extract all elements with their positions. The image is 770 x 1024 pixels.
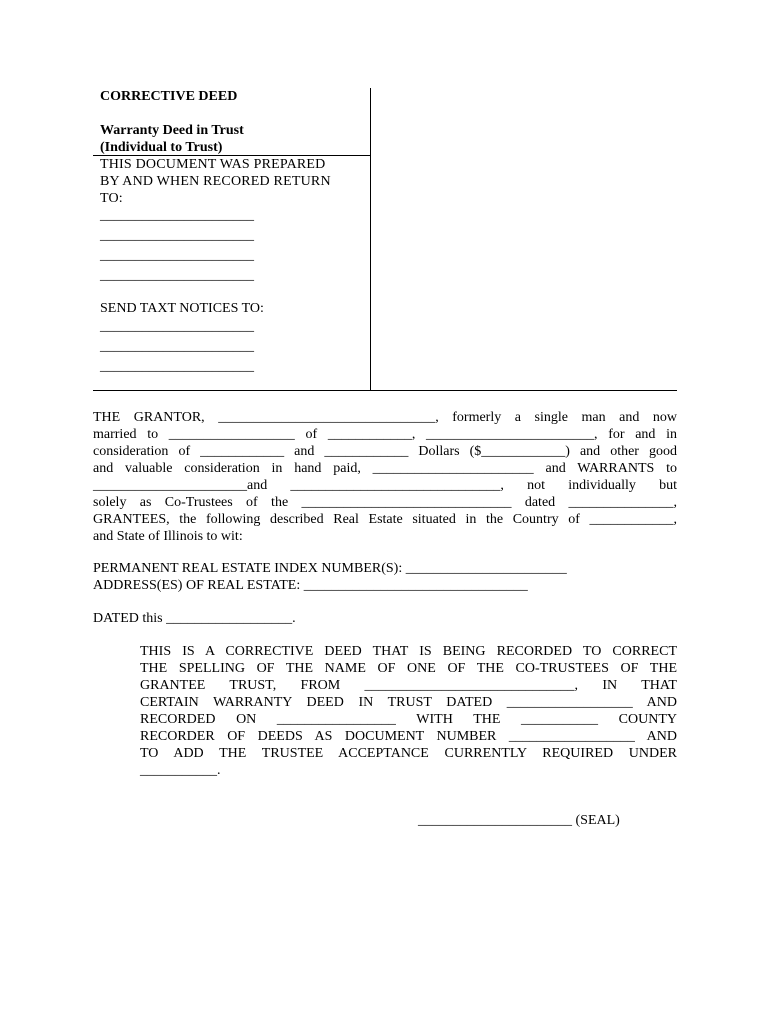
statement-line: RECORDED ON _________________ WITH THE ___________ COUNTY	[140, 712, 677, 727]
blank-line: ______________________	[100, 248, 254, 263]
prepared-line: TO:	[100, 191, 123, 206]
statement-line: THE SPELLING OF THE NAME OF ONE OF THE CO-TRUSTEES OF THE	[140, 661, 677, 676]
header-bottom-rule	[93, 390, 677, 391]
real-estate-info	[93, 560, 567, 594]
corrective-statement	[140, 643, 677, 779]
tax-notices-label: SEND TAXT NOTICES TO:	[100, 301, 264, 316]
return-address-blanks	[100, 206, 254, 286]
deed-subtitle	[100, 122, 244, 156]
address-line: ADDRESS(ES) OF REAL ESTATE: ________________________________	[93, 578, 528, 593]
blank-line: ______________________	[100, 268, 254, 283]
prepared-line: BY AND WHEN RECORED RETURN	[100, 174, 331, 189]
blank-line: ______________________	[100, 208, 254, 223]
blank-line: ______________________	[100, 319, 254, 334]
paragraph-line: solely as Co-Trustees of the ______________________________ dated _______________,	[93, 495, 677, 510]
statement-line: RECORDER OF DEEDS AS DOCUMENT NUMBER __________________ AND	[140, 729, 677, 744]
blank-line: ______________________	[100, 228, 254, 243]
index-number-line: PERMANENT REAL ESTATE INDEX NUMBER(S): _______________________	[93, 561, 567, 576]
grantor-paragraph	[93, 409, 677, 545]
dated-line: DATED this __________________.	[93, 611, 296, 626]
statement-line: THIS IS A CORRECTIVE DEED THAT IS BEING RECORDED TO CORRECT	[140, 644, 677, 659]
statement-line: GRANTEE TRUST, FROM ______________________________, IN THAT	[140, 678, 677, 693]
statement-line: ___________.	[140, 763, 221, 778]
blank-line: ______________________	[100, 339, 254, 354]
deed-title: CORRECTIVE DEED	[100, 89, 238, 104]
blank-line: ______________________	[100, 359, 254, 374]
signature-seal-line: ______________________ (SEAL)	[418, 813, 620, 828]
subtitle-line: (Individual to Trust)	[100, 140, 223, 155]
header-divider-vertical	[370, 88, 371, 391]
prepared-line: THIS DOCUMENT WAS PREPARED	[100, 157, 326, 172]
paragraph-line: GRANTEES, the following described Real Estate situated in the Country of ____________,	[93, 512, 677, 527]
paragraph-line: ______________________and ______________________________, not individually but	[93, 478, 677, 493]
paragraph-line: consideration of ____________ and ____________ Dollars ($____________) and other good	[93, 444, 677, 459]
statement-line: CERTAIN WARRANTY DEED IN TRUST DATED __________________ AND	[140, 695, 677, 710]
paragraph-line: THE GRANTOR, _______________________________, formerly a single man and now	[93, 410, 677, 425]
paragraph-line: and valuable consideration in hand paid, _______________________ and WARRANTS to	[93, 461, 677, 476]
paragraph-line: and State of Illinois to wit:	[93, 529, 243, 544]
paragraph-line: married to __________________ of ____________, ________________________, for and in	[93, 427, 677, 442]
prepared-by-block	[100, 156, 362, 207]
subtitle-line: Warranty Deed in Trust	[100, 123, 244, 138]
tax-notice-blanks	[100, 317, 254, 377]
statement-line: TO ADD THE TRUSTEE ACCEPTANCE CURRENTLY REQUIRED UNDER	[140, 746, 677, 761]
